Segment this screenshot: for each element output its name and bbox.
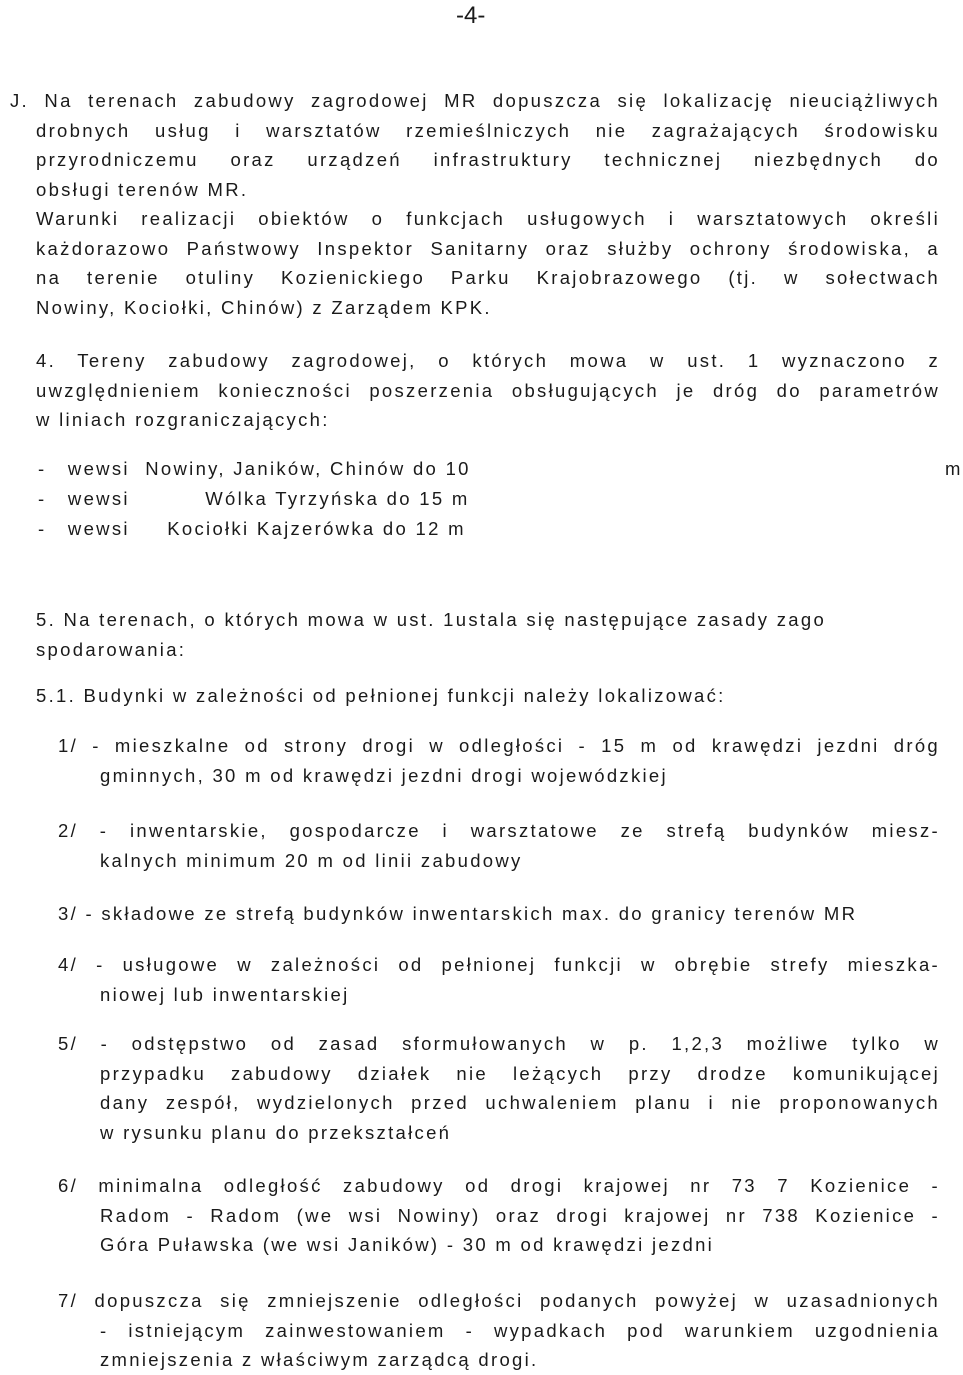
text-line: 5/ - odstępstwo od zasad sformułowanych w p. 1,2,3 możliwe tylko w <box>58 1033 940 1054</box>
text-line: 3/ - składowe ze strefą budynków inwentarskich max. do granicy terenów MR <box>58 903 858 924</box>
text-line: Góra Puławska (we wsi Janików) - 30 m od krawędzi jezdni <box>100 1234 715 1255</box>
item-7 <box>58 1286 940 1375</box>
text-line: przyrodniczemu oraz urządzeń infrastruktury technicznej niezbędnych do <box>36 149 940 170</box>
text-line: Radom - Radom (we wsi Nowiny) oraz drogi krajowej nr 738 Kozienice - <box>100 1204 940 1226</box>
list-prefix: wewsi <box>67 488 130 509</box>
list-text: Wólka Tyrzyńska do 15 m <box>205 488 470 509</box>
list-item-suffix: m <box>945 458 963 479</box>
list-dash: - <box>38 458 47 479</box>
text-line: drobnych usług i warsztatów rzemieślniczych nie zagrażających środowisku <box>36 119 940 141</box>
text-line: uwzględnieniem konieczności poszerzenia obsługujących je dróg do parametrów <box>36 379 940 401</box>
text-line: spodarowania: <box>36 638 187 660</box>
text-line: 2/ - inwentarskie, gospodarcze i warsztatowe ze strefą budynków miesz- <box>58 820 940 841</box>
text-line: niowej lub inwentarskiej <box>100 983 350 1005</box>
list-item <box>38 518 466 540</box>
list-prefix: wewsi <box>67 458 130 479</box>
item-2 <box>58 816 940 875</box>
text-line: 5.1. Budynki w zależności od pełnionej funkcji należy lokalizować: <box>36 685 726 706</box>
text-line: na terenie otuliny Kozienickiego Parku Krajobrazowego (tj. w sołectwach <box>36 267 940 288</box>
paragraph-3-conditions <box>36 204 940 322</box>
text-line: 1/ - mieszkalne od strony drogi w odległości - 15 m od krawędzi jezdni dróg <box>58 735 940 756</box>
text-line: Nowiny, Kociołki, Chinów) z Zarządem KPK. <box>36 296 492 318</box>
list-prefix: wewsi <box>67 518 130 539</box>
item-1 <box>58 731 940 790</box>
text-line: 5. Na terenach, o których mowa w ust. 1ustala się następujące zasady zago <box>36 609 827 630</box>
list-item <box>38 458 471 480</box>
text-line: w liniach rozgraniczających: <box>36 409 330 430</box>
text-line: 6/ minimalna odległość zabudowy od drogi krajowej nr 73 7 Kozienice - <box>58 1175 940 1196</box>
list-dash: - <box>38 518 47 539</box>
text-line: kalnych minimum 20 m od linii zabudowy <box>100 849 523 871</box>
text-line: dany zespół, wydzielonych przed uchwaleniem planu i nie proponowanych <box>100 1092 940 1113</box>
list-item <box>38 488 470 510</box>
text-line: każdorazowo Państwowy Inspektor Sanitarny oraz służby ochrony środowiska, a <box>36 237 940 259</box>
list-text: Kociołki Kajzerówka do 12 m <box>167 518 466 539</box>
list-text: Nowiny, Janików, Chinów do 10 <box>145 458 471 479</box>
page-number: -4- <box>456 2 486 29</box>
text-line: w rysunku planu do przekształceń <box>100 1121 452 1143</box>
text-line: J. Na terenach zabudowy zagrodowej MR dopuszcza się lokalizację nieuciążliwych <box>10 90 940 111</box>
text-line: 4. Tereny zabudowy zagrodowej, o których mowa w ust. 1 wyznaczono z <box>36 350 940 371</box>
text-line: przypadku zabudowy działek nie leżących przy drodze komunikującej <box>100 1062 940 1084</box>
item-4 <box>58 950 940 1009</box>
text-line: gminnych, 30 m od krawędzi jezdni drogi wojewódzkiej <box>100 764 668 786</box>
text-line: - istniejącym zainwestowaniem - wypadkach pod warunkiem uzgodnienia <box>100 1319 940 1341</box>
text-line: zmniejszenia z właściwym zarządcą drogi. <box>100 1349 539 1370</box>
item-5 <box>58 1029 940 1147</box>
item-6 <box>58 1171 940 1260</box>
paragraph-5 <box>36 605 940 664</box>
text-line: 7/ dopuszcza się zmniejszenie odległości podanych powyżej w uzasadnionych <box>58 1290 940 1311</box>
list-dash: - <box>38 488 47 509</box>
paragraph-5-1 <box>36 681 940 711</box>
text-line: 4/ - usługowe w zależności od pełnionej funkcji w obrębie strefy mieszka- <box>58 954 940 975</box>
item-3 <box>58 899 940 929</box>
paragraph-4 <box>36 346 940 435</box>
text-line: obsługi terenów MR. <box>36 178 249 200</box>
paragraph-3 <box>10 86 940 204</box>
text-line: Warunki realizacji obiektów o funkcjach usługowych i warsztatowych określi <box>36 208 940 229</box>
